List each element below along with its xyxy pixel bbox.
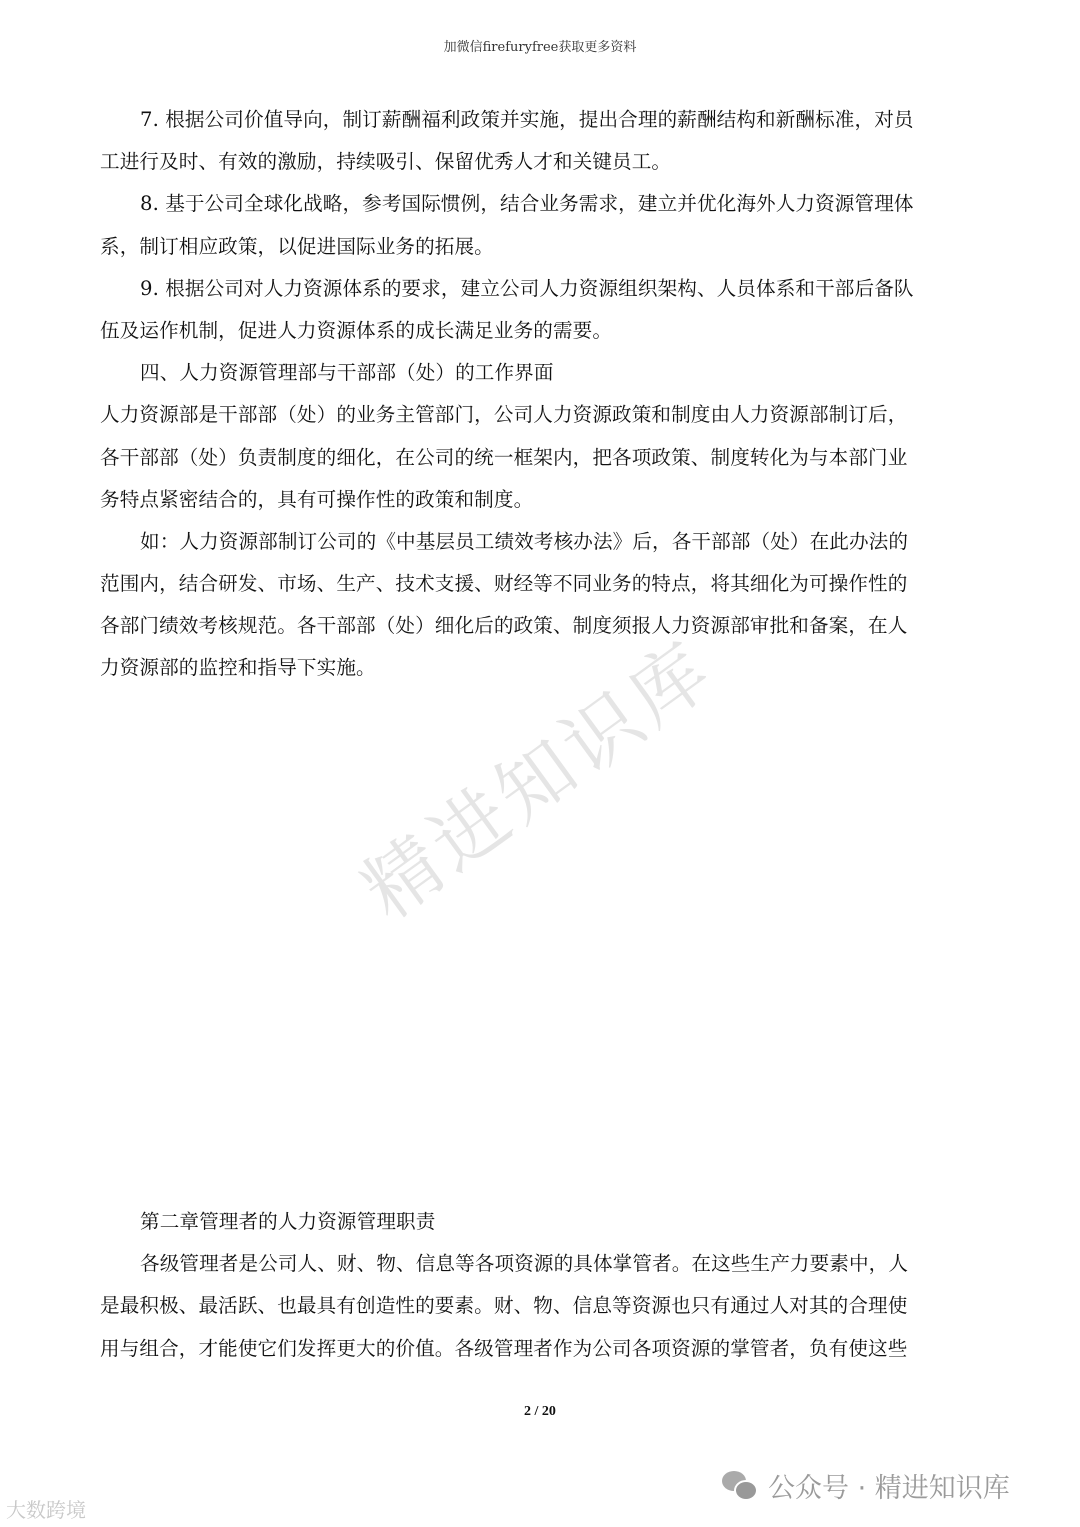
wechat-icon (722, 1471, 758, 1501)
text-line: 各部门绩效考核规范。各干部部（处）细化后的政策、制度须报人力资源部审批和备案，在人 (100, 614, 908, 638)
text-line: 系，制订相应政策，以促进国际业务的拓展。 (100, 234, 494, 258)
page-number: 2 / 20 (524, 1404, 556, 1419)
text-line: 人力资源部是干部部（处）的业务主管部门，公司人力资源政策和制度由人力资源部制订后， (100, 403, 908, 427)
text-line: 用与组合，才能使它们发挥更大的价值。各级管理者作为公司各项资源的掌管者，负有使这些 (100, 1336, 908, 1360)
document-body (100, 106, 990, 697)
page-header: 加微信firefuryfree获取更多资料 (443, 40, 637, 55)
text-line: 四、人力资源管理部与干部部（处）的工作界面 (140, 361, 554, 385)
text-line: 工进行及时、有效的激励，持续吸引、保留优秀人才和关键员工。 (100, 150, 672, 174)
text-line: 各干部部（处）负责制度的细化，在公司的统一框架内，把各项政策、制度转化为与本部门业 (100, 445, 908, 469)
text-line: 是最积极、最活跃、也最具有创造性的要素。财、物、信息等资源也只有通过人对其的合理使 (100, 1294, 908, 1318)
text-line: 各级管理者是公司人、财、物、信息等各项资源的具体掌管者。在这些生产力要素中，人 (140, 1252, 909, 1276)
text-line: 务特点紧密结合的，具有可操作性的政策和制度。 (100, 487, 534, 511)
watermark: 精进知识库 (346, 622, 731, 936)
text-line: 7. 根据公司价值导向，制订薪酬福利政策并实施，提出合理的薪酬结构和新酬标准，对员 (140, 108, 914, 131)
brand-footer: 大数跨境 (6, 1498, 86, 1522)
text-line: 伍及运作机制，促进人力资源体系的成长满足业务的需要。 (100, 318, 613, 342)
chapter-section (100, 1208, 990, 1377)
chapter-title: 第二章管理者的人力资源管理职责 (140, 1210, 436, 1233)
text-line: 范围内，结合研发、市场、生产、技术支援、财经等不同业务的特点，将其细化为可操作性的 (100, 572, 908, 596)
text-line: 8. 基于公司全球化战略，参考国际惯例，结合业务需求，建立并优化海外人力资源管理体 (140, 192, 914, 216)
wechat-account-label: 公众号 · 精进知识库 (768, 1473, 1010, 1504)
text-line: 9. 根据公司对人力资源体系的要求，建立公司人力资源组织架构、人员体系和干部后备队 (140, 276, 914, 300)
text-line: 力资源部的监控和指导下实施。 (100, 656, 376, 680)
wechat-footer (722, 1466, 1010, 1505)
text-line: 如：人力资源部制订公司的《中基层员工绩效考核办法》后，各干部部（处）在此办法的 (140, 529, 909, 553)
